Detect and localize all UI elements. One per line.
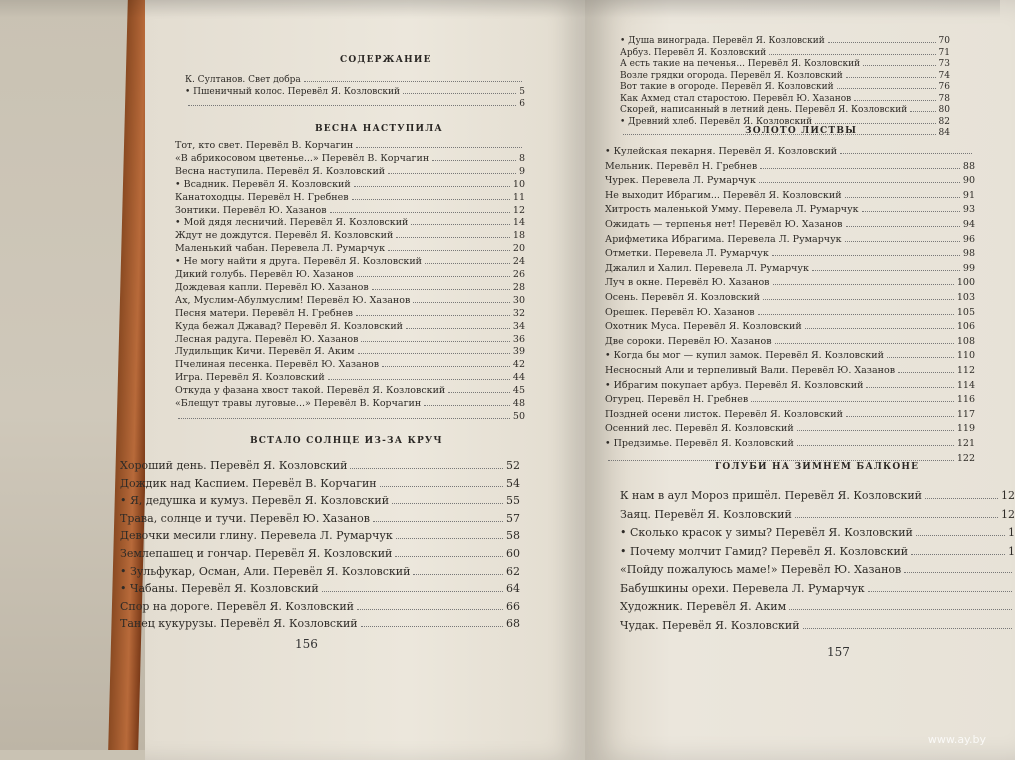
leader-dots [846,416,954,417]
toc-entry [175,217,525,229]
toc-entry-title: Бабушкины орехи. Перевела Л. Румарчук [620,581,865,595]
toc-entry-page: 91 [962,189,975,201]
toc-entry-page: 10 [512,178,525,190]
toc-entry-title: Луч в окне. Перевёл Ю. Хазанов [605,277,770,289]
section-title-spring: ВЕСНА НАСТУПИЛА [315,124,443,134]
toc-entry-page: 48 [512,398,525,409]
toc-entry [620,527,1015,539]
leader-dots [828,42,936,43]
toc-entry-page: 26 [512,269,525,280]
toc-entry [175,205,525,217]
toc-entry [605,175,975,187]
toc-entry [605,292,975,304]
leader-dots [898,372,954,373]
toc-entry [620,490,1015,502]
toc-entry [605,394,975,406]
toc-entry-page: 121 [956,438,975,449]
leader-dots [424,405,510,406]
leader-dots [352,199,510,200]
leader-dots [803,628,1012,629]
toc-entry-title: Арбуз. Перевёл Я. Козловский [620,47,767,58]
toc-entry-title: Осень. Перевёл Я. Козловский [605,292,760,303]
watermark: www.ay.by [927,733,986,746]
toc-entry [605,409,975,421]
toc-entry-title: • Пшеничный колос. Перевёл Я. Козловский [185,87,401,97]
toc-entry-title: Хороший день. Перевёл Я. Козловский [120,459,348,472]
leader-dots [910,111,935,112]
toc-entry [620,81,950,93]
toc-entry-page: 106 [956,321,975,333]
toc-entry-title: Маленький чабан. Перевела Л. Румарчук [175,243,386,255]
toc-entry [175,308,525,320]
toc-entry [175,295,525,307]
toc-entry-page: 9 [518,165,525,177]
leader-dots [751,401,954,402]
toc-entry-title: Тот, кто свет. Перевёл В. Корчагин [175,140,354,151]
leader-dots [868,591,1012,592]
toc-entry-title: Скорей, написанный в летний день. Перевёл Я. Козловский [620,105,908,115]
toc-entry-title: «Блещут травы луговые...» Перевёл В. Корчагин [175,398,422,409]
toc-entry-title: Канатоходцы. Перевёл Н. Гребнев [175,191,349,203]
toc-entry [175,398,525,410]
leader-dots [775,343,954,344]
toc-entry-title: К. Султанов. Свет добра [185,75,301,85]
toc-entry-page: 82 [938,116,950,127]
toc-entry-title: • Ибрагим покупает арбуз. Перевёл Я. Козловский [605,379,864,391]
toc-entry-title: • Не могу найти я друга. Перевёл Я. Козловский [175,256,423,268]
toc-entry [620,104,950,116]
leader-dots [866,387,953,388]
leader-dots [758,314,954,315]
toc-entry [175,282,525,294]
toc-entry [175,166,525,178]
leader-dots [322,591,503,592]
section-title-gold-leaves: ЗОЛОТО ЛИСТВЫ [745,126,858,136]
toc-entry [175,230,525,242]
toc-entry-page: 55 [506,494,520,508]
leader-dots [925,498,998,499]
toc-entry-title: • Предзимье. Перевёл Я. Козловский [605,438,794,449]
leader-dots [795,517,998,518]
leader-dots [854,100,935,101]
toc-entry-page: 90 [962,175,975,187]
toc-entry-title: Возле грядки огорода. Перевёл Я. Козловский [620,70,843,81]
toc-entry-title: Как Ахмед стал старостою. Перевёл Ю. Хазанов [620,93,852,104]
leader-dots [769,54,935,55]
leader-dots [815,123,935,124]
toc-entry-title: Осенний лес. Перевёл Я. Козловский [605,423,794,435]
toc-entry [120,460,520,472]
leader-dots [812,270,960,271]
toc-entry [175,346,525,358]
leader-dots [845,197,960,198]
toc-entry-page: 100 [956,277,975,289]
toc-entry-title: Две сороки. Перевёл Ю. Хазанов [605,335,772,347]
toc-entry-page: 18 [512,230,525,242]
toc-entry [620,620,1015,632]
toc-entry-page: 80 [938,105,950,115]
toc-entry-page: 54 [506,476,520,490]
toc-entry-page: 110 [956,350,975,362]
toc-entry-page: 20 [512,243,525,255]
toc-entry-title: Художник. Перевёл Я. Аким [620,600,787,613]
toc-entry [605,365,975,377]
toc-entry [175,179,525,191]
toc-entry-page: 99 [962,262,975,274]
toc-entry [175,385,525,397]
toc-entry-page: 28 [512,281,525,293]
leader-dots [330,212,510,213]
toc-entry-page: 78 [938,93,950,104]
toc-entry-title: • Кулейская пекарня. Перевёл Я. Козловский [605,146,838,157]
leader-dots [772,255,960,256]
toc-entry [620,70,950,82]
left-page [120,0,585,760]
toc-entry-title: Отметки. Перевела Л. Румарчук [605,248,769,260]
toc-entry [175,269,525,281]
toc-entry-title: • Почему молчит Гамид? Перевёл Я. Козловский [620,544,909,558]
leader-dots [763,299,954,300]
toc-entry [120,513,520,525]
toc-entry-title: К нам в аул Мороз пришёл. Перевёл Я. Козловский [620,489,922,502]
toc-entry-page: 71 [938,47,950,58]
toc-entry-page: 74 [938,70,950,81]
toc-entry-page: 52 [506,459,520,472]
toc-entry-page: 105 [956,306,975,318]
toc-entry [620,601,1015,613]
toc-entry-page: 60 [506,547,520,560]
toc-entry-page: 117 [956,408,975,420]
leader-dots [388,173,516,174]
toc-entry [605,248,975,260]
toc-entry [605,190,975,202]
toc-entry-title: • Чабаны. Перевёл Я. Козловский [120,582,319,596]
toc-entry-page: 50 [512,410,525,422]
toc-entry-title: Спор на дороге. Перевёл Я. Козловский [120,599,354,613]
toc-entry-title: Землепашец и гончар. Перевёл Я. Козловский [120,547,393,560]
toc-entry-page: 68 [506,617,520,631]
toc-entry-title: Лесная радуга. Перевёл Ю. Хазанов [175,333,359,345]
toc-entry-page: 8 [518,152,525,164]
toc-entry [120,530,520,542]
toc-entry-title: Танец кукурузы. Перевёл Я. Козловский [120,617,358,631]
toc-entry-page: 24 [512,256,525,268]
toc-entry-title: Чурек. Перевела Л. Румарчук [605,175,756,187]
section-title-sun: ВСТАЛО СОЛНЦЕ ИЗ-ЗА КРУЧ [250,436,443,446]
leader-dots [395,556,503,557]
toc-entry-page: 108 [956,335,975,347]
toc-entry-title: Арифметика Ибрагима. Перевела Л. Румарчук [605,233,842,245]
toc-entry-page: 122 [956,452,975,464]
leader-dots [911,554,1005,555]
leader-dots [760,168,960,169]
toc-entry-title: Пчелиная песенка. Перевёл Ю. Хазанов [175,359,380,371]
toc-entry [120,583,520,595]
toc-entry-page: 76 [938,82,950,92]
leader-dots [304,81,522,82]
leader-dots [837,88,936,89]
toc-entry [605,350,975,362]
toc-entry [175,321,525,333]
toc-entry [175,256,525,268]
toc-entry [605,263,975,275]
toc-entry-page: 112 [956,365,975,376]
toc-entry [620,583,1015,595]
toc-entry-page: 39 [512,346,525,358]
leader-dots [388,250,510,251]
leader-dots [356,147,522,148]
leader-dots [887,357,954,358]
toc-entry-page: 45 [512,385,525,397]
toc-entry [175,411,525,423]
toc-entry-title: Ждут не дождутся. Перевёл Я. Козловский [175,230,394,242]
leader-dots [448,392,510,393]
toc-entry-page: 12 [1001,489,1015,502]
toc-entry-page: 14 [512,217,525,229]
toc-entry-page: 96 [962,233,975,245]
toc-entry-page: 30 [512,294,525,306]
toc-entry [175,243,525,255]
toc-entry [605,219,975,231]
leader-dots [396,538,503,539]
toc-entry-title: «В абрикосовом цветенье...» Перевёл В. Корчагин [175,152,430,164]
toc-entry [120,478,520,490]
leader-dots [403,93,516,94]
leader-dots [372,289,510,290]
toc-entry-title: Несносный Али и терпеливый Вали. Перевёл Ю. Хазанов [605,365,896,376]
toc-entry [605,234,975,246]
leader-dots [406,328,510,329]
toc-entry [620,564,1015,576]
toc-entry-title: • Мой дядя лесничий. Перевёл Я. Козловский [175,217,409,229]
toc-entry [185,86,525,98]
right-page [585,0,1015,760]
leader-dots [361,626,503,627]
toc-entry [175,140,525,152]
leader-dots [759,182,960,183]
leader-dots [846,226,960,227]
leader-dots [413,302,510,303]
toc-entry-title: Дождевая капли. Перевёл Ю. Хазанов [175,281,369,293]
toc-entry [605,423,975,435]
leader-dots [380,486,503,487]
leader-dots [797,430,954,431]
toc-entry-title: Джалил и Халил. Перевела Л. Румарчук [605,262,809,274]
toc-entry-title: • Зульфукар, Осман, Али. Перевёл Я. Козловский [120,564,411,578]
toc-entry [120,601,520,613]
leader-dots [797,445,954,446]
leader-dots [846,77,936,78]
toc-entry-page: 94 [962,219,975,230]
toc-entry [185,98,525,110]
toc-entry-page: 57 [506,511,520,525]
toc-entry [620,93,950,105]
toc-entry-page: 42 [512,359,525,371]
toc-entry-title: Чудак. Перевёл Я. Козловский [620,618,800,632]
toc-entry [120,566,520,578]
leader-dots [361,341,509,342]
toc-entry-title: Зонтики. Перевёл Ю. Хазанов [175,204,327,216]
toc-entry-title: • Когда бы мог — купил замок. Перевёл Я. Козловский [605,350,884,362]
toc-entry [175,153,525,165]
toc-entry-page: 119 [956,423,975,435]
toc-entry [620,35,950,47]
toc-entry-title: Огурец. Перевёл Н. Гребнев [605,394,749,406]
toc-entry-page: 58 [506,529,520,543]
toc-entry-title: Куда бежал Джавад? Перевёл Я. Козловский [175,320,403,332]
toc-entry [120,548,520,560]
toc-entry-title: А есть такие на печенья... Перевёл Я. Козловский [620,59,861,69]
toc-entry-title: Весна наступила. Перевёл Я. Козловский [175,165,386,177]
toc-entry [605,161,975,173]
toc-entry-title: «Пойду пожалуюсь маме!» Перевёл Ю. Хазанов [620,563,902,576]
toc-entry [175,359,525,371]
toc-entry-title: Ах, Муслим-Абулмуслим! Перевёл Ю. Хазанов [175,294,411,306]
toc-entry-page: 93 [962,204,975,216]
toc-entry-page: 12 [512,204,525,216]
toc-entry-title: Лудильщик Кичи. Перевёл Я. Аким [175,346,355,358]
toc-entry [185,74,525,86]
leader-dots [862,211,960,212]
toc-entry-page: 70 [938,36,950,46]
section-title-pigeons: ГОЛУБИ НА ЗИМНЕМ БАЛКОНЕ [715,462,920,472]
toc-entry [120,618,520,630]
toc-entry-title: Охотник Муса. Перевёл Я. Козловский [605,321,802,333]
toc-entry [175,334,525,346]
leader-dots [425,263,510,264]
toc-entry [605,277,975,289]
toc-entry-title: • Я, дедушка и кумуз. Перевёл Я. Козловский [120,494,390,508]
toc-entry [605,438,975,450]
toc-entry-page: 36 [512,333,525,345]
leader-dots [382,366,510,367]
toc-entry [620,47,950,59]
page-number: 156 [295,637,318,651]
toc-entry-page: 12 [1001,507,1015,521]
leader-dots [904,572,1012,573]
toc-entry-page: 34 [512,320,525,332]
leader-dots [845,241,960,242]
toc-entry-title: Девочки месили глину. Перевела Л. Румарчук [120,529,393,543]
toc-entry-title: • Древний хлеб. Перевёл Я. Козловский [620,116,813,127]
toc-entry-title: Орешек. Перевёл Ю. Хазанов [605,306,755,318]
toc-entry-page: 5 [519,87,525,97]
toc-entry-page: 66 [506,599,520,613]
toc-entry-page: 11 [512,191,525,203]
leader-dots [356,315,510,316]
toc-entry [120,495,520,507]
leader-dots [357,609,503,610]
toc-entry-page: 88 [962,160,975,172]
toc-entry-title: • Всадник. Перевёл Я. Козловский [175,178,351,190]
toc-entry [605,336,975,348]
contents-heading: СОДЕРЖАНИЕ [340,55,432,65]
leader-dots [805,328,954,329]
toc-entry-page: 84 [938,128,950,138]
toc-entry-page: 6 [519,99,525,109]
toc-entry-page: 32 [512,307,525,319]
toc-entry-title: • Сколько красок у зимы? Перевёл Я. Козловский [620,526,913,539]
toc-entry [605,380,975,392]
toc-entry-title: Дикий голубь. Перевёл Ю. Хазанов [175,269,354,280]
toc-entry-page: 1 [1008,544,1015,558]
leader-dots [350,468,503,469]
toc-entry-title: Заяц. Перевёл Я. Козловский [620,507,792,521]
leader-dots [358,353,510,354]
toc-entry-page: 62 [506,564,520,578]
toc-entry-page: 103 [956,292,975,303]
leader-dots [608,460,954,461]
leader-dots [178,418,510,419]
toc-entry-title: Ожидать — терпенья нет! Перевёл Ю. Хазанов [605,219,843,230]
toc-entry-page: 1 [1008,526,1015,539]
toc-entry [605,307,975,319]
toc-entry-title: Дождик над Каспием. Перевёл В. Корчагин [120,476,377,490]
toc-entry-title: Хитрость маленькой Умму. Перевела Л. Румарчук [605,204,859,216]
leader-dots [357,276,510,277]
toc-entry-page: 64 [506,582,520,596]
leader-dots [396,237,510,238]
toc-entry [620,546,1015,558]
toc-entry [620,509,1015,521]
leader-dots [432,160,516,161]
leader-dots [354,186,510,187]
toc-entry [605,321,975,333]
leader-dots [413,574,503,575]
toc-entry-title: Поздней осени листок. Перевёл Я. Козловский [605,408,843,420]
toc-entry [175,192,525,204]
leader-dots [392,503,503,504]
toc-entry-title: Песня матери. Перевёл Н. Гребнев [175,307,353,319]
toc-entry [605,204,975,216]
leader-dots [188,105,516,106]
toc-entry-page: 114 [956,379,975,391]
toc-entry [175,372,525,384]
leader-dots [773,284,954,285]
toc-entry-title: Трава, солнце и тучи. Перевёл Ю. Хазанов [120,511,370,525]
toc-entry-page: 98 [962,248,975,260]
toc-entry [605,146,975,158]
leader-dots [373,521,503,522]
toc-entry-title: Не выходит Ибрагим... Перевёл Я. Козловский [605,189,842,201]
leader-dots [916,535,1005,536]
toc-entry-title: Откуда у фазана хвост такой. Перевёл Я. Козловский [175,385,446,397]
leader-dots [863,65,935,66]
page-number: 157 [827,645,850,659]
leader-dots [411,224,510,225]
toc-entry-title: • Душа винограда. Перевёл Я. Козловский [620,36,825,46]
leader-dots [840,153,972,154]
leader-dots [328,379,510,380]
toc-entry-title: Мельник. Перевёл Н. Гребнев [605,160,758,172]
toc-entry-page: 44 [512,372,525,384]
toc-entry-page: 73 [938,59,950,69]
toc-entry-page: 116 [956,394,975,406]
toc-entry-title: Игра. Перевёл Я. Козловский [175,372,325,384]
toc-entry-title: Вот такие в огороде. Перевёл Я. Козловский [620,82,834,92]
toc-entry [620,58,950,70]
leader-dots [789,609,1012,610]
